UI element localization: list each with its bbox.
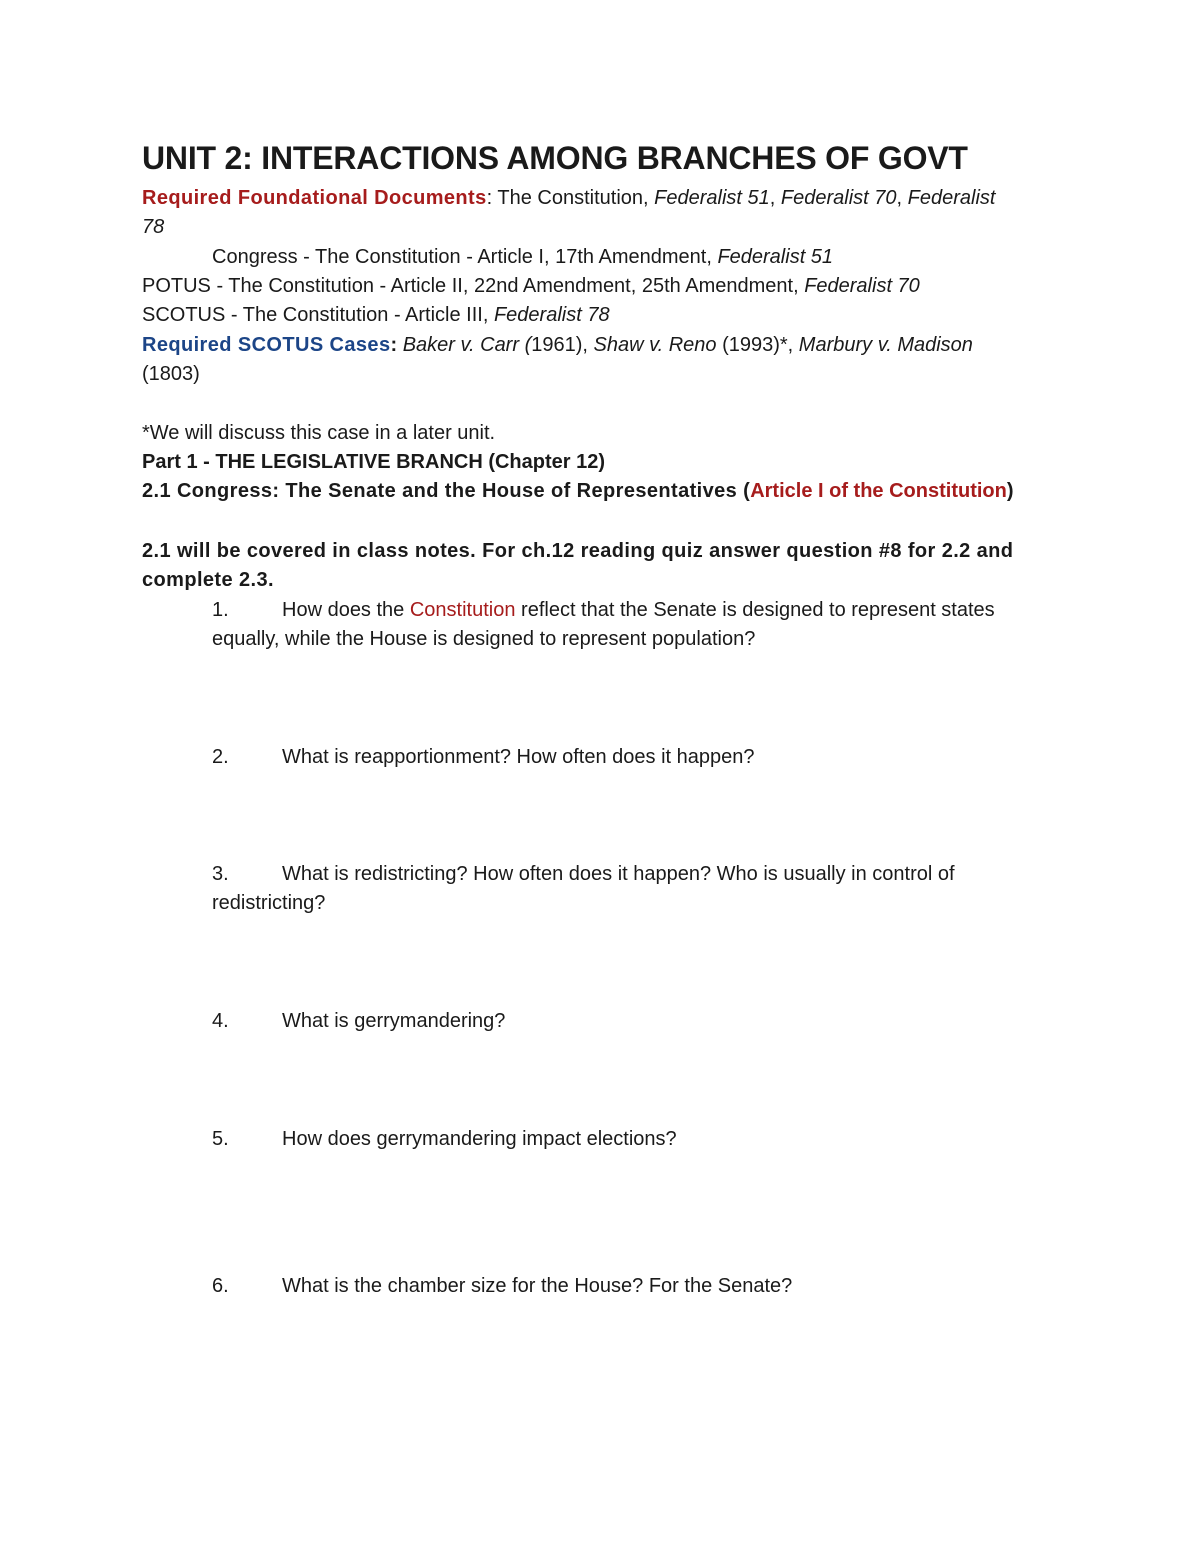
question-2	[212, 743, 755, 772]
foundational-docs-wrap	[142, 213, 164, 242]
constitution-link[interactable]: Constitution	[409, 599, 516, 621]
federalist-78-b: 78	[142, 216, 165, 238]
case-baker-year: 1961),	[531, 334, 594, 356]
congress-line	[212, 243, 833, 272]
scotus-line	[142, 301, 610, 330]
foundational-docs-label: Required Foundational Documents	[142, 187, 487, 209]
case-baker: Baker v. Carr (	[402, 334, 532, 356]
question-4	[212, 1007, 505, 1036]
potus-federalist: Federalist 70	[804, 275, 920, 297]
foundational-colon: :	[486, 187, 498, 209]
potus-line	[142, 272, 920, 301]
instructions-line-2: complete 2.3.	[142, 569, 274, 591]
question-6	[212, 1272, 792, 1301]
sep-2: ,	[896, 187, 908, 209]
question-3	[212, 860, 955, 889]
federalist-78-a: Federalist	[907, 187, 996, 209]
case-marbury-year: (1803)	[142, 363, 200, 385]
congress-text: Congress - The Constitution - Article I, 17th Amendment,	[212, 246, 718, 268]
case-shaw-year: (1993)*,	[716, 334, 799, 356]
foundational-docs-line	[142, 184, 995, 213]
sep-1: ,	[769, 187, 781, 209]
case-shaw: Shaw v. Reno	[593, 334, 717, 356]
question-3-wrap: redistricting?	[212, 892, 326, 914]
question-number: 5.	[212, 1128, 229, 1150]
question-3-text: What is redistricting? How often does it happen? Who is usually in control of	[282, 863, 955, 885]
footnote: *We will discuss this case in a later unit.	[142, 422, 496, 444]
case-marbury: Marbury v. Madison	[798, 334, 973, 356]
foundational-constitution: The Constitution,	[497, 187, 655, 209]
question-4-text: What is gerrymandering?	[282, 1010, 506, 1032]
part-1-heading: Part 1 - THE LEGISLATIVE BRANCH (Chapter 12)	[142, 451, 606, 473]
scotus-cases-line	[142, 331, 973, 360]
question-number: 4.	[212, 1010, 229, 1032]
federalist-70: Federalist 70	[780, 187, 897, 209]
section-2-1-close: )	[1006, 480, 1014, 502]
cases-colon: :	[390, 334, 403, 356]
question-5-text: How does gerrymandering impact elections?	[282, 1128, 677, 1150]
question-number: 2.	[212, 746, 229, 768]
scotus-federalist: Federalist 78	[493, 304, 610, 326]
question-1-pre: How does the	[282, 599, 410, 621]
question-number: 6.	[212, 1275, 229, 1297]
question-1	[212, 596, 995, 625]
question-number: 3.	[212, 863, 229, 885]
scotus-cases-wrap	[142, 360, 200, 389]
congress-federalist: Federalist 51	[717, 246, 834, 268]
scotus-cases-label: Required SCOTUS Cases	[142, 334, 391, 356]
federalist-51: Federalist 51	[654, 187, 770, 209]
instructions-line-1: 2.1 will be covered in class notes. For ch.12 reading quiz answer question #8 for 2.2 and	[142, 540, 1014, 562]
article-i-link[interactable]: Article I of the Constitution	[750, 480, 1007, 502]
potus-text: POTUS - The Constitution - Article II, 22nd Amendment, 25th Amendment,	[142, 275, 805, 297]
page-title: UNIT 2: INTERACTIONS AMONG BRANCHES OF GOVT	[142, 140, 968, 176]
section-2-1-text: 2.1 Congress: The Senate and the House of Representatives (	[142, 480, 751, 502]
question-2-text: What is reapportionment? How often does it happen?	[282, 746, 755, 768]
section-2-1-heading	[142, 477, 1014, 506]
question-6-text: What is the chamber size for the House? For the Senate?	[282, 1275, 793, 1297]
question-1-wrap: equally, while the House is designed to represent population?	[212, 628, 756, 650]
question-1-post: reflect that the Senate is designed to represent states	[515, 599, 995, 621]
question-5	[212, 1125, 677, 1154]
scotus-text: SCOTUS - The Constitution - Article III,	[142, 304, 494, 326]
question-number: 1.	[212, 599, 229, 621]
